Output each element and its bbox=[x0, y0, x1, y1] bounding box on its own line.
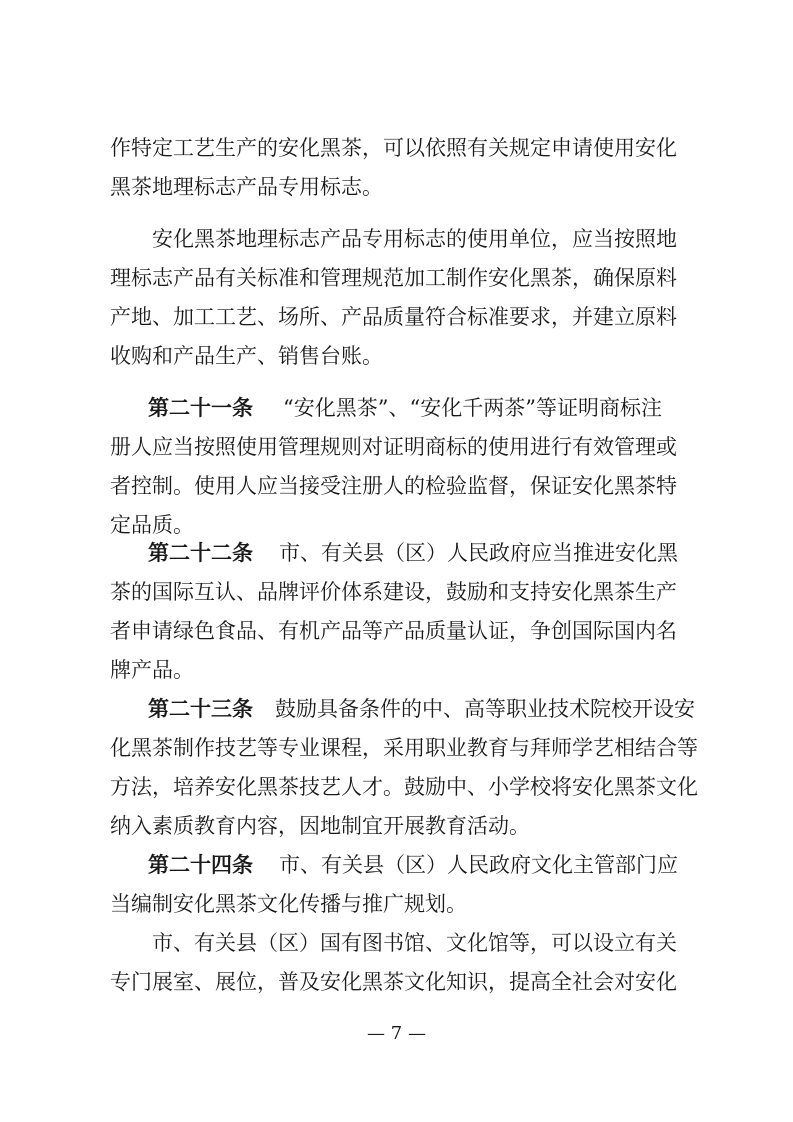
paragraph-line: 茶的国际互认、品牌评价体系建设，鼓励和支持安化黑茶生产 bbox=[110, 580, 677, 604]
article-21-first-line bbox=[148, 394, 662, 422]
article-title: 第二十四条 bbox=[148, 853, 253, 877]
article-text: 市、有关县（区）人民政府文化主管部门应 bbox=[279, 853, 678, 877]
paragraph-line: 定品质。 bbox=[110, 513, 194, 537]
paragraph-line: 产地、加工工艺、场所、产品质量符合标准要求，并建立原料 bbox=[110, 305, 677, 329]
article-24-first-line bbox=[148, 851, 678, 879]
paragraph-line: 作特定工艺生产的安化黑茶，可以依照有关规定申请使用安化 bbox=[110, 136, 677, 160]
paragraph-line: 册人应当按照使用管理规则对证明商标的使用进行有效管理或 bbox=[110, 435, 677, 459]
paragraph-line: 者控制。使用人应当接受注册人的检验监督，保证安化黑茶特 bbox=[110, 474, 677, 498]
article-23-first-line bbox=[148, 695, 695, 723]
article-title: 第二十三条 bbox=[148, 697, 253, 721]
paragraph-line: 化黑茶制作技艺等专业课程，采用职业教育与拜师学艺相结合等 bbox=[110, 736, 698, 760]
paragraph-line: 当编制安化黑茶文化传播与推广规划。 bbox=[110, 892, 467, 916]
page-number: — 7 — bbox=[367, 1023, 426, 1044]
paragraph-line: 黑茶地理标志产品专用标志。 bbox=[110, 175, 383, 199]
article-text: “安化黑茶”、“安化千两茶”等证明商标注 bbox=[283, 396, 662, 420]
paragraph-line: 理标志产品有关标准和管理规范加工制作安化黑茶，确保原料 bbox=[110, 266, 677, 290]
paragraph-line: 牌产品。 bbox=[110, 658, 194, 682]
paragraph-line: 者申请绿色食品、有机产品等产品质量认证，争创国际国内名 bbox=[110, 619, 677, 643]
paragraph-line: 收购和产品生产、销售台账。 bbox=[110, 344, 383, 368]
article-title: 第二十二条 bbox=[148, 541, 253, 565]
paragraph-line: 市、有关县（区）国有图书馆、文化馆等，可以设立有关 bbox=[152, 931, 677, 955]
paragraph-line: 安化黑茶地理标志产品专用标志的使用单位，应当按照地 bbox=[152, 227, 677, 251]
paragraph-line: 方法，培养安化黑茶技艺人才。鼓励中、小学校将安化黑茶文化 bbox=[110, 775, 698, 799]
article-text: 鼓励具备条件的中、高等职业技术院校开设安 bbox=[275, 697, 695, 721]
paragraph-line: 专门展室、展位，普及安化黑茶文化知识，提高全社会对安化 bbox=[110, 970, 677, 994]
article-text: 市、有关县（区）人民政府应当推进安化黑 bbox=[279, 541, 678, 565]
article-22-first-line bbox=[148, 539, 678, 567]
article-title: 第二十一条 bbox=[148, 396, 253, 420]
paragraph-line: 纳入素质教育内容，因地制宜开展教育活动。 bbox=[110, 814, 530, 838]
